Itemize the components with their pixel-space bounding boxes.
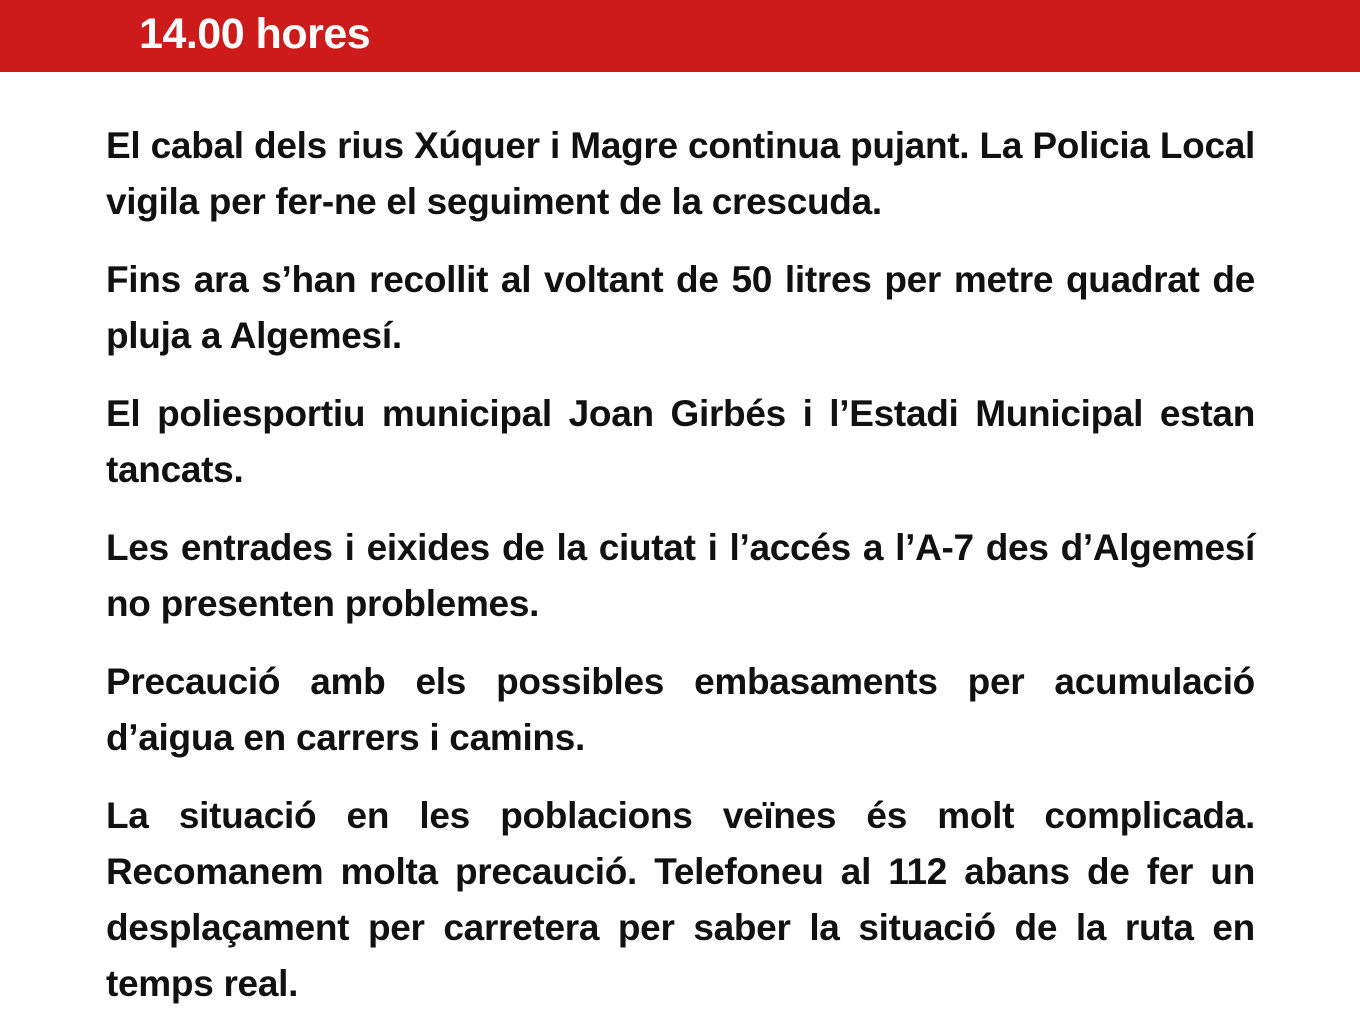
header-bar	[0, 0, 1360, 72]
header-title: 14.00 hores	[139, 10, 371, 58]
paragraph-river-flow: El cabal dels rius Xúquer i Magre continua pujant. La Policia Local vigila per fer-ne el seguiment de la crescuda.	[106, 125, 1255, 222]
paragraph-access: Les entrades i eixides de la ciutat i l’accés a l’A-7 des d’Algemesí no presenten problemes.	[106, 527, 1255, 624]
paragraph-closures: El poliesportiu municipal Joan Girbés i l’Estadi Municipal estan tancats.	[106, 393, 1255, 490]
paragraph-rainfall: Fins ara s’han recollit al voltant de 50 litres per metre quadrat de pluja a Algemesí.	[106, 259, 1255, 356]
notice-body	[106, 118, 1255, 1012]
paragraph-neighbors: La situació en les poblacions veïnes és molt complicada. Recomanem molta precaució. Telefoneu al 112 abans de fer un desplaçament per carretera per saber la situació de la ruta en temps real.	[106, 795, 1255, 1004]
paragraph-precaution: Precaució amb els possibles embasaments per acumulació d’aigua en carrers i camins.	[106, 661, 1255, 758]
